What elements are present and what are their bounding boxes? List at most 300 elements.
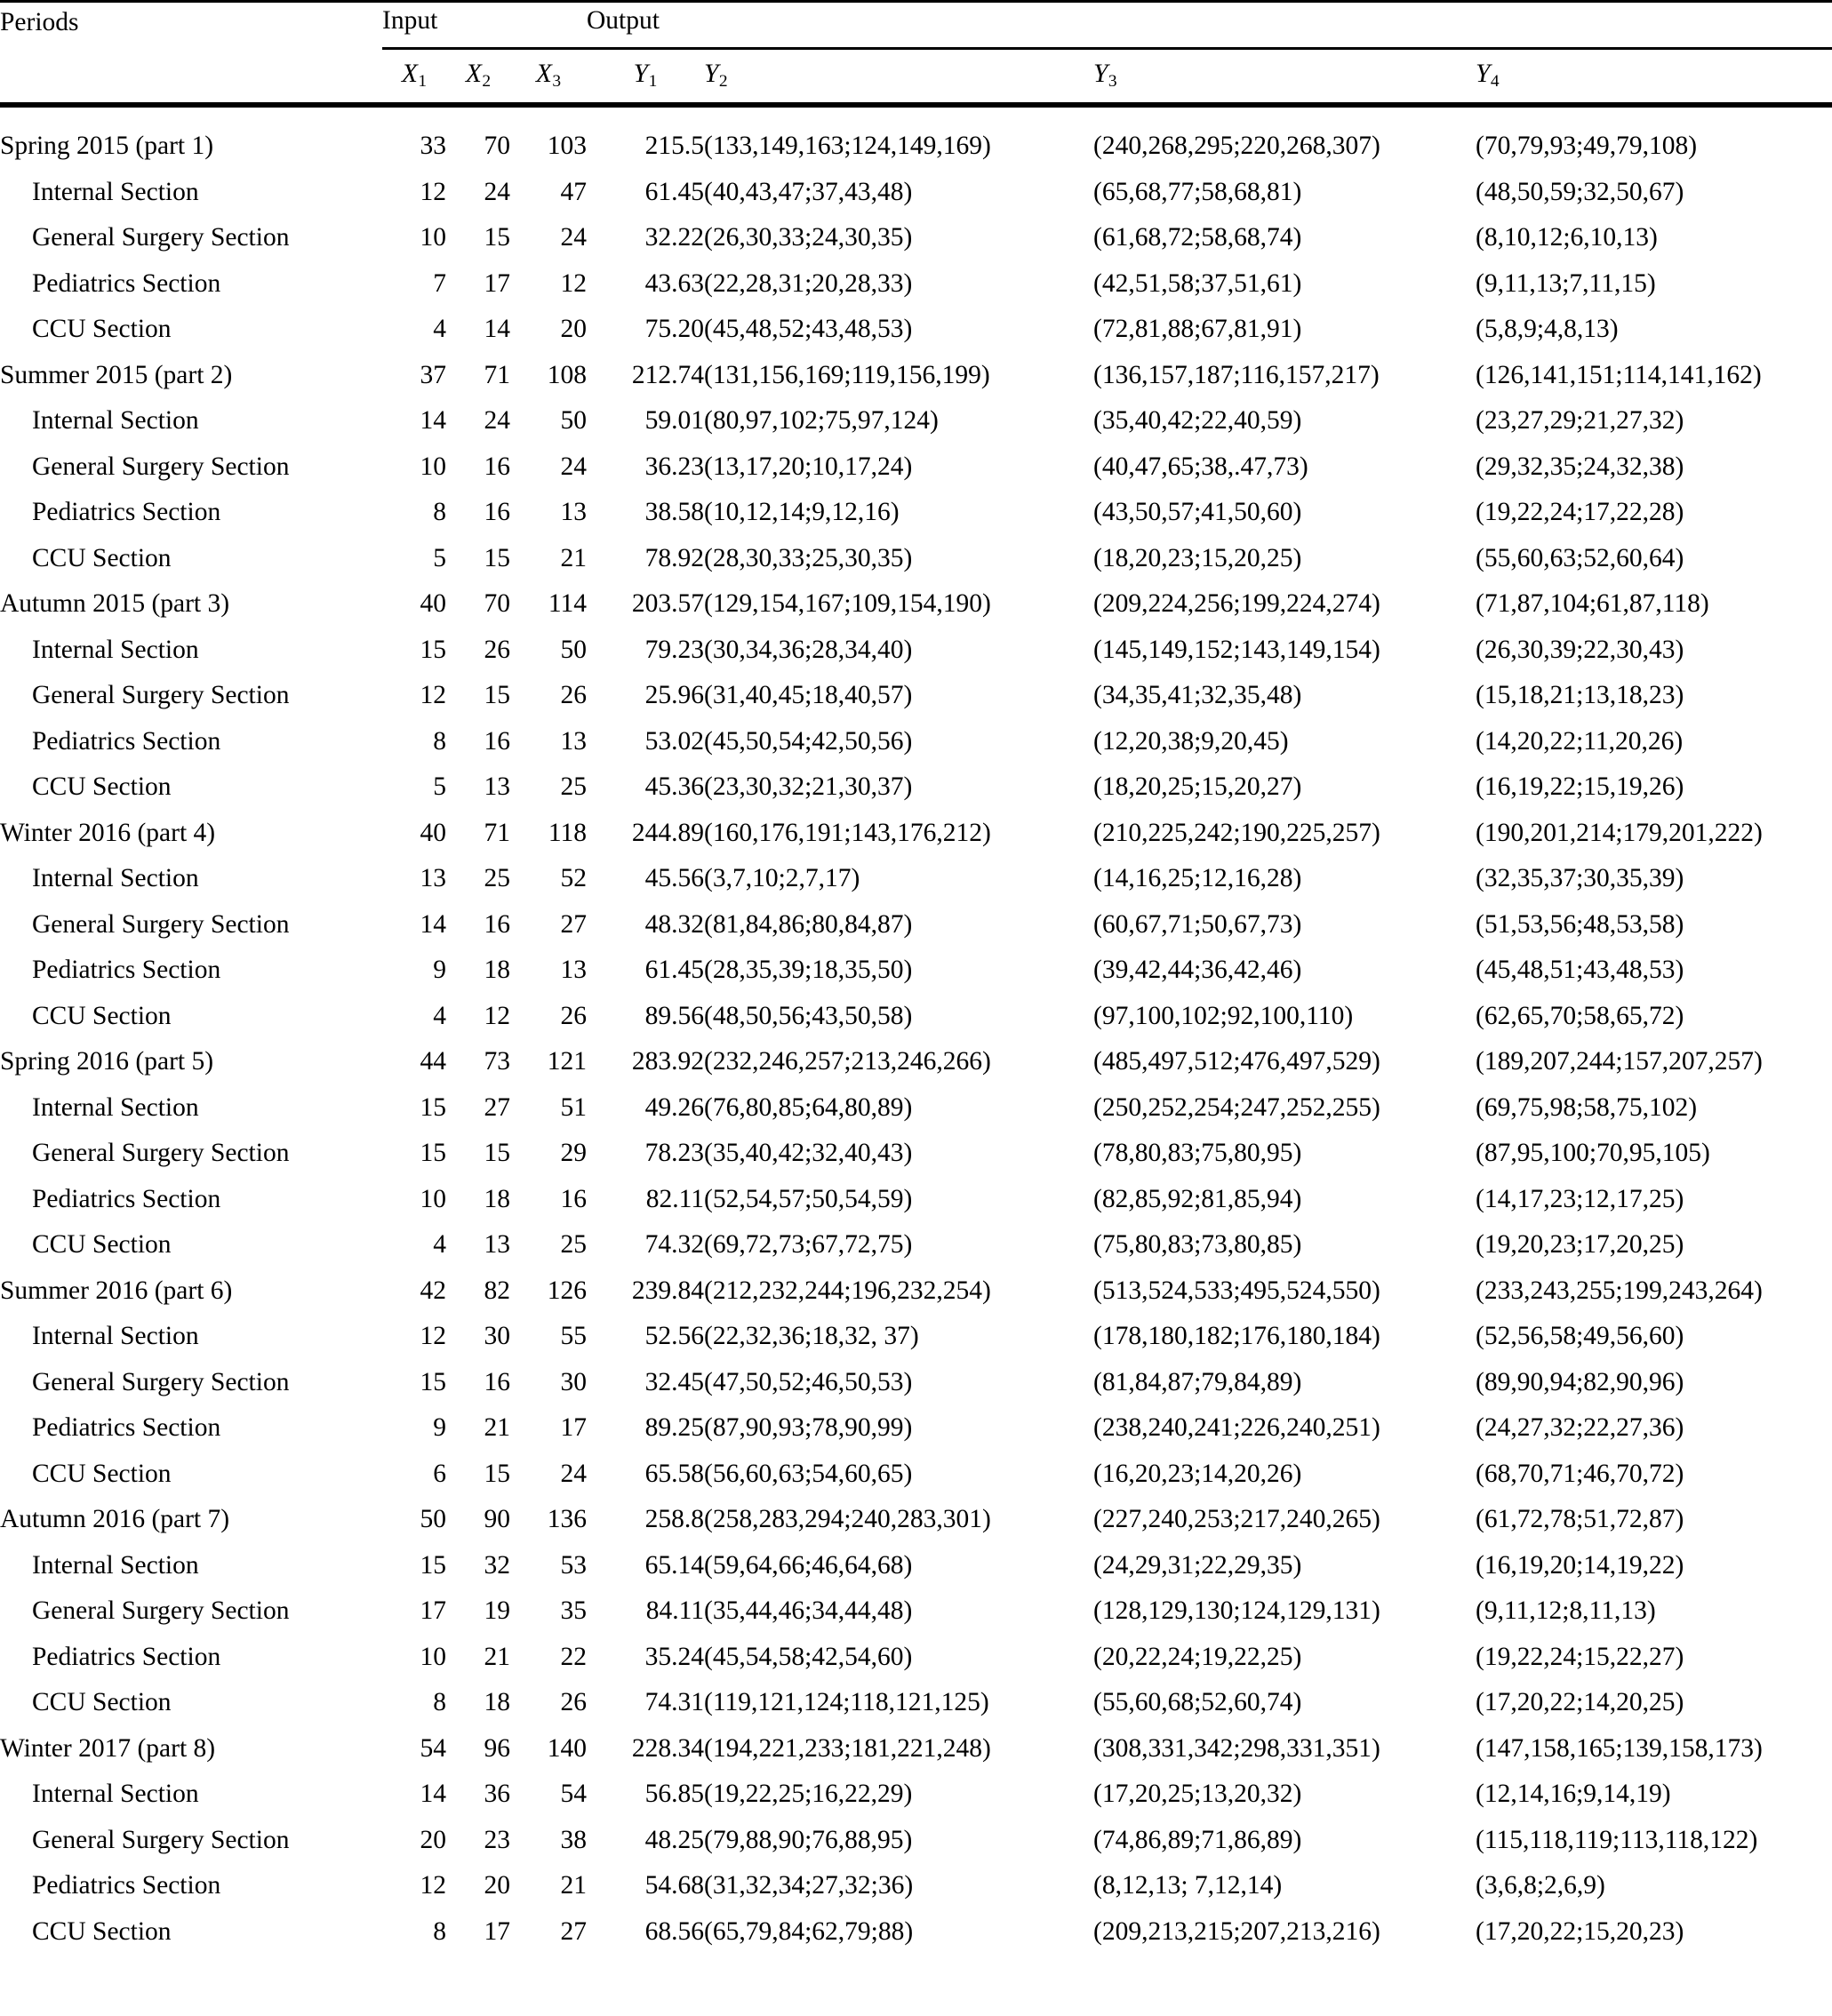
cell-y2: (45,54,58;42,54,60) (704, 1642, 913, 1671)
cell-y4: (89,90,94;82,90,96) (1476, 1367, 1684, 1396)
header-output: Output (587, 3, 1832, 48)
cell-x1: 8 (433, 1688, 446, 1717)
cell-x1: 40 (420, 589, 446, 619)
cell-x1: 10 (420, 452, 446, 481)
cell-y2: (129,154,167;109,154,190) (704, 589, 991, 619)
table-row (0, 1497, 1832, 1543)
cell-x3: 35 (560, 1596, 587, 1626)
cell-y4: (126,141,151;114,141,162) (1476, 360, 1762, 389)
cell-y4: (68,70,71;46,70,72) (1476, 1459, 1684, 1488)
table-body (0, 124, 1832, 1955)
cell-y4: (23,27,29;21,27,32) (1476, 406, 1684, 436)
cell-y1: 35.24 (644, 1642, 704, 1671)
table-row (0, 353, 1832, 399)
cell-y4: (32,35,37;30,35,39) (1476, 864, 1684, 893)
section-label: CCU Section (32, 772, 172, 802)
period-label: Summer 2015 (part 2) (0, 360, 233, 389)
period-label: Winter 2016 (part 4) (0, 818, 216, 847)
cell-x2: 15 (484, 1139, 510, 1168)
cell-x3: 12 (560, 268, 587, 298)
sub-header-y2: $Y_2$ (704, 59, 728, 91)
table-head (0, 2, 1832, 124)
cell-y2: (23,30,32;21,30,37) (704, 772, 913, 802)
section-label: CCU Section (32, 1459, 172, 1488)
cell-y1: 49.26 (644, 1092, 704, 1122)
cell-x3: 118 (548, 818, 587, 847)
period-label: Summer 2016 (part 6) (0, 1276, 233, 1305)
cell-x3: 24 (560, 452, 587, 481)
cell-x1: 7 (433, 268, 446, 298)
cell-x3: 136 (547, 1505, 587, 1534)
table-row (0, 444, 1832, 491)
cell-x2: 73 (484, 1047, 510, 1076)
section-label: Pediatrics Section (32, 726, 221, 756)
table-row (0, 1772, 1832, 1818)
period-label: Autumn 2016 (part 7) (0, 1505, 230, 1534)
cell-y3: (18,20,25;15,20,27) (1093, 772, 1302, 802)
cell-y2: (212,232,244;196,232,254) (704, 1276, 991, 1305)
cell-y4: (16,19,20;14,19,22) (1476, 1550, 1684, 1580)
cell-x3: 126 (547, 1276, 587, 1305)
table-row (0, 811, 1832, 857)
cell-y3: (513,524,533;495,524,550) (1093, 1276, 1380, 1305)
cell-x1: 8 (433, 498, 446, 527)
cell-x3: 53 (560, 1550, 587, 1580)
section-label: CCU Section (32, 1001, 172, 1030)
cell-x3: 140 (547, 1733, 587, 1763)
cell-y1: 53.02 (644, 726, 704, 756)
cell-x1: 12 (420, 1322, 446, 1351)
cell-y4: (55,60,63;52,60,64) (1476, 543, 1684, 572)
table-row (0, 628, 1832, 674)
cell-x1: 10 (420, 1642, 446, 1671)
cell-y4: (87,95,100;70,95,105) (1476, 1139, 1710, 1168)
table-row (0, 1131, 1832, 1177)
cell-x1: 5 (433, 543, 446, 572)
cell-y3: (308,331,342;298,331,351) (1093, 1733, 1380, 1763)
cell-y1: 56.85 (644, 1780, 704, 1809)
cell-x2: 16 (484, 726, 510, 756)
cell-y2: (81,84,86;80,84,87) (704, 909, 913, 939)
section-label: General Surgery Section (32, 1139, 290, 1168)
cell-y2: (52,54,57;50,54,59) (704, 1184, 913, 1213)
cell-x3: 13 (560, 726, 587, 756)
cell-y4: (14,20,22;11,20,26) (1476, 726, 1684, 756)
cell-x2: 18 (484, 1184, 510, 1213)
cell-y4: (24,27,32;22,27,36) (1476, 1413, 1684, 1443)
table-row (0, 1452, 1832, 1498)
cell-x1: 15 (420, 1139, 446, 1168)
cell-y1: 43.63 (644, 268, 704, 298)
section-label: General Surgery Section (32, 452, 290, 481)
period-label: Winter 2017 (part 8) (0, 1733, 216, 1763)
cell-y2: (87,90,93;78,90,99) (704, 1413, 913, 1443)
table-row (0, 124, 1832, 170)
table-row (0, 764, 1832, 811)
cell-x2: 15 (484, 223, 510, 252)
cell-y3: (78,80,83;75,80,95) (1093, 1139, 1302, 1168)
table-row (0, 1863, 1832, 1909)
cell-y3: (136,157,187;116,157,217) (1093, 360, 1380, 389)
cell-x2: 90 (484, 1505, 510, 1534)
cell-y3: (24,29,31;22,29,35) (1093, 1550, 1302, 1580)
table-row (0, 1680, 1832, 1726)
cell-x1: 44 (420, 1047, 446, 1076)
cell-x1: 15 (420, 635, 446, 664)
section-label: General Surgery Section (32, 909, 290, 939)
cell-x3: 29 (560, 1139, 587, 1168)
table-row (0, 902, 1832, 948)
cell-y3: (238,240,241;226,240,251) (1093, 1413, 1380, 1443)
cell-y3: (240,268,295;220,268,307) (1093, 132, 1380, 161)
cell-y3: (81,84,87;79,84,89) (1093, 1367, 1302, 1396)
cell-x3: 108 (547, 360, 587, 389)
cell-y1: 61.45 (644, 177, 704, 206)
table-row (0, 1039, 1832, 1085)
section-label: Pediatrics Section (32, 1642, 221, 1671)
cell-x3: 50 (560, 635, 587, 664)
sub-header-y3: $Y_3$ (1093, 59, 1117, 91)
cell-x3: 13 (560, 956, 587, 985)
cell-y2: (28,35,39;18,35,50) (704, 956, 913, 985)
section-label: General Surgery Section (32, 223, 290, 252)
cell-y4: (19,22,24;17,22,28) (1476, 498, 1684, 527)
cell-y2: (160,176,191;143,176,212) (704, 818, 991, 847)
sub-header-periods-blank (0, 48, 382, 105)
cell-x1: 50 (420, 1505, 446, 1534)
cell-x3: 114 (548, 589, 587, 619)
cell-x2: 27 (484, 1092, 510, 1122)
cell-y4: (62,65,70;58,65,72) (1476, 1001, 1684, 1030)
cell-y3: (178,180,182;176,180,184) (1093, 1322, 1380, 1351)
header-spacer (0, 108, 1832, 124)
cell-y1: 215.5 (644, 132, 704, 161)
table-row (0, 170, 1832, 216)
cell-y2: (31,40,45;18,40,57) (704, 681, 913, 710)
cell-y2: (48,50,56;43,50,58) (704, 1001, 913, 1030)
table-row (0, 1818, 1832, 1864)
table-row (0, 261, 1832, 308)
cell-y1: 258.8 (644, 1505, 704, 1534)
cell-y2: (22,28,31;20,28,33) (704, 268, 913, 298)
cell-y3: (8,12,13; 7,12,14) (1093, 1871, 1283, 1900)
cell-x2: 23 (484, 1825, 510, 1854)
cell-y4: (48,50,59;32,50,67) (1476, 177, 1684, 206)
section-label: CCU Section (32, 1916, 172, 1946)
cell-y3: (75,80,83;73,80,85) (1093, 1230, 1302, 1260)
cell-x2: 32 (484, 1550, 510, 1580)
cell-x2: 15 (484, 681, 510, 710)
cell-x3: 20 (560, 315, 587, 344)
cell-y1: 228.34 (631, 1733, 704, 1763)
cell-x3: 24 (560, 223, 587, 252)
cell-x2: 16 (484, 1367, 510, 1396)
table-row (0, 1268, 1832, 1315)
cell-y4: (26,30,39;22,30,43) (1476, 635, 1684, 664)
cell-y2: (26,30,33;24,30,35) (704, 223, 913, 252)
cell-x1: 6 (433, 1459, 446, 1488)
cell-x1: 4 (433, 1001, 446, 1030)
cell-x3: 27 (560, 1916, 587, 1946)
cell-y2: (28,30,33;25,30,35) (704, 543, 913, 572)
cell-y3: (485,497,512;476,497,529) (1093, 1047, 1380, 1076)
cell-x2: 70 (484, 589, 510, 619)
cell-y4: (8,10,12;6,10,13) (1476, 223, 1658, 252)
cell-y3: (227,240,253;217,240,265) (1093, 1505, 1380, 1534)
header-input: Input (382, 3, 587, 48)
cell-y1: 239.84 (631, 1276, 704, 1305)
cell-y3: (18,20,23;15,20,25) (1093, 543, 1302, 572)
section-label: Internal Section (32, 177, 199, 206)
cell-y4: (70,79,93;49,79,108) (1476, 132, 1698, 161)
cell-y1: 74.31 (644, 1688, 704, 1717)
cell-y2: (45,50,54;42,50,56) (704, 726, 913, 756)
section-label: Pediatrics Section (32, 498, 221, 527)
table-row (0, 581, 1832, 628)
cell-y3: (61,68,72;58,68,74) (1093, 223, 1302, 252)
cell-x3: 55 (560, 1322, 587, 1351)
cell-y2: (30,34,36;28,34,40) (704, 635, 913, 664)
cell-x2: 15 (484, 1459, 510, 1488)
group-header-row (0, 3, 1832, 48)
cell-x3: 26 (560, 1001, 587, 1030)
table-row (0, 856, 1832, 902)
section-label: CCU Section (32, 1688, 172, 1717)
cell-y3: (209,213,215;207,213,216) (1093, 1916, 1380, 1946)
cell-x2: 24 (484, 406, 510, 436)
section-label: General Surgery Section (32, 681, 290, 710)
cell-y1: 74.32 (644, 1230, 704, 1260)
section-label: General Surgery Section (32, 1596, 290, 1626)
cell-y2: (80,97,102;75,97,124) (704, 406, 939, 436)
cell-x2: 18 (484, 1688, 510, 1717)
cell-x2: 71 (484, 360, 510, 389)
cell-y1: 32.45 (644, 1367, 704, 1396)
table-row (0, 398, 1832, 444)
cell-x1: 33 (420, 132, 446, 161)
cell-y3: (60,67,71;50,67,73) (1093, 909, 1302, 939)
cell-x2: 13 (484, 1230, 510, 1260)
section-label: Pediatrics Section (32, 1184, 221, 1213)
cell-y4: (16,19,22;15,19,26) (1476, 772, 1684, 802)
cell-y4: (52,56,58;49,56,60) (1476, 1322, 1684, 1351)
cell-y2: (133,149,163;124,149,169) (704, 132, 991, 161)
cell-x1: 42 (420, 1276, 446, 1305)
cell-x1: 15 (420, 1092, 446, 1122)
section-label: Internal Section (32, 1550, 199, 1580)
cell-x3: 103 (547, 132, 587, 161)
cell-x2: 26 (484, 635, 510, 664)
table-row (0, 1588, 1832, 1635)
table-row (0, 1360, 1832, 1406)
cell-y3: (210,225,242;190,225,257) (1093, 818, 1380, 847)
cell-y4: (19,20,23;17,20,25) (1476, 1230, 1684, 1260)
cell-y1: 89.56 (644, 1001, 704, 1030)
table-row (0, 719, 1832, 765)
cell-y4: (69,75,98;58,75,102) (1476, 1092, 1698, 1122)
cell-y3: (40,47,65;38,.47,73) (1093, 452, 1308, 481)
cell-y3: (14,16,25;12,16,28) (1093, 864, 1302, 893)
cell-y3: (74,86,89;71,86,89) (1093, 1825, 1302, 1854)
section-label: Internal Section (32, 864, 199, 893)
cell-x1: 37 (420, 360, 446, 389)
cell-y4: (17,20,22;15,20,23) (1476, 1916, 1684, 1946)
cell-x2: 24 (484, 177, 510, 206)
cell-x1: 17 (420, 1596, 446, 1626)
cell-y4: (233,243,255;199,243,264) (1476, 1276, 1763, 1305)
cell-x3: 22 (560, 1642, 587, 1671)
cell-y1: 78.23 (644, 1139, 704, 1168)
cell-x3: 13 (560, 498, 587, 527)
cell-y2: (3,7,10;2,7,17) (704, 864, 860, 893)
cell-y3: (72,81,88;67,81,91) (1093, 315, 1302, 344)
cell-y2: (131,156,169;119,156,199) (704, 360, 990, 389)
cell-y4: (147,158,165;139,158,173) (1476, 1733, 1763, 1763)
cell-y3: (145,149,152;143,149,154) (1093, 635, 1380, 664)
cell-y4: (3,6,8;2,6,9) (1476, 1871, 1605, 1900)
cell-y3: (20,22,24;19,22,25) (1093, 1642, 1302, 1671)
table-row (0, 1085, 1832, 1132)
cell-x2: 36 (484, 1780, 510, 1809)
cell-y1: 52.56 (644, 1322, 704, 1351)
cell-x2: 19 (484, 1596, 510, 1626)
sub-header-row (0, 48, 1832, 105)
cell-x3: 121 (547, 1047, 587, 1076)
cell-y1: 61.45 (644, 956, 704, 985)
cell-y1: 84.11 (645, 1596, 704, 1626)
cell-y1: 68.56 (644, 1916, 704, 1946)
table-row (0, 994, 1832, 1040)
table-row (0, 1909, 1832, 1956)
cell-y1: 54.68 (644, 1871, 704, 1900)
table-row (0, 307, 1832, 353)
section-label: CCU Section (32, 1230, 172, 1260)
cell-y4: (51,53,56;48,53,58) (1476, 909, 1684, 939)
section-label: Internal Section (32, 635, 199, 664)
table-row (0, 490, 1832, 536)
section-label: CCU Section (32, 315, 172, 344)
cell-y2: (65,79,84;62,79;88) (704, 1916, 914, 1946)
cell-y2: (45,48,52;43,48,53) (704, 315, 913, 344)
section-label: Internal Section (32, 1322, 199, 1351)
cell-y3: (16,20,23;14,20,26) (1093, 1459, 1302, 1488)
table-row (0, 948, 1832, 994)
section-label: Pediatrics Section (32, 1413, 221, 1443)
cell-x1: 14 (420, 406, 446, 436)
cell-x2: 18 (484, 956, 510, 985)
table-row (0, 673, 1832, 719)
cell-y1: 25.96 (644, 681, 704, 710)
cell-y3: (97,100,102;92,100,110) (1093, 1001, 1354, 1030)
cell-x1: 10 (420, 1184, 446, 1213)
cell-y2: (76,80,85;64,80,89) (704, 1092, 913, 1122)
cell-y3: (17,20,25;13,20,32) (1093, 1780, 1302, 1809)
cell-x3: 25 (560, 1230, 587, 1260)
cell-x3: 27 (560, 909, 587, 939)
cell-x2: 13 (484, 772, 510, 802)
sub-header-y4: $Y_4$ (1476, 59, 1500, 91)
cell-y4: (15,18,21;13,18,23) (1476, 681, 1684, 710)
cell-y2: (10,12,14;9,12,16) (704, 498, 900, 527)
sub-header-y1: $Y_1$ (633, 59, 658, 91)
table-row (0, 1635, 1832, 1681)
cell-x2: 16 (484, 498, 510, 527)
section-label: General Surgery Section (32, 1825, 290, 1854)
cell-y1: 48.25 (644, 1825, 704, 1854)
table-row (0, 1405, 1832, 1452)
period-label: Spring 2016 (part 5) (0, 1047, 214, 1076)
table-row (0, 1177, 1832, 1223)
cell-y1: 59.01 (644, 406, 704, 436)
cell-x2: 21 (484, 1413, 510, 1443)
cell-y4: (45,48,51;43,48,53) (1476, 956, 1684, 985)
cell-x2: 96 (484, 1733, 510, 1763)
cell-y4: (115,118,119;113,118,122) (1476, 1825, 1758, 1854)
section-label: Internal Section (32, 406, 199, 436)
cell-y2: (47,50,52;46,50,53) (704, 1367, 913, 1396)
cell-x2: 20 (484, 1871, 510, 1900)
cell-y2: (22,32,36;18,32, 37) (704, 1322, 919, 1351)
cell-x3: 54 (560, 1780, 587, 1809)
cell-y3: (43,50,57;41,50,60) (1093, 498, 1302, 527)
cell-x1: 12 (420, 1871, 446, 1900)
cell-x3: 26 (560, 681, 587, 710)
cell-x2: 15 (484, 543, 510, 572)
cell-x1: 4 (433, 1230, 446, 1260)
cell-y2: (258,283,294;240,283,301) (704, 1505, 991, 1534)
cell-y3: (35,40,42;22,40,59) (1093, 406, 1302, 436)
cell-x2: 30 (484, 1322, 510, 1351)
section-label: Pediatrics Section (32, 1871, 221, 1900)
cell-y4: (61,72,78;51,72,87) (1476, 1505, 1684, 1534)
cell-y1: 38.58 (644, 498, 704, 527)
period-label: Autumn 2015 (part 3) (0, 589, 230, 619)
cell-y2: (59,64,66;46,64,68) (704, 1550, 913, 1580)
cell-x2: 16 (484, 909, 510, 939)
cell-x3: 16 (560, 1184, 587, 1213)
cell-y4: (190,201,214;179,201,222) (1476, 818, 1763, 847)
cell-y2: (19,22,25;16,22,29) (704, 1780, 913, 1809)
cell-x1: 12 (420, 177, 446, 206)
table-row (0, 1543, 1832, 1589)
cell-y2: (31,32,34;27,32;36) (704, 1871, 914, 1900)
cell-x3: 17 (560, 1413, 587, 1443)
cell-y1: 82.11 (645, 1184, 704, 1213)
cell-y3: (55,60,68;52,60,74) (1093, 1688, 1302, 1717)
cell-x1: 20 (420, 1825, 446, 1854)
cell-x1: 8 (433, 1916, 446, 1946)
cell-y2: (13,17,20;10,17,24) (704, 452, 913, 481)
cell-x1: 8 (433, 726, 446, 756)
period-label: Spring 2015 (part 1) (0, 132, 214, 161)
cell-y1: 32.22 (644, 223, 704, 252)
cell-x3: 38 (560, 1825, 587, 1854)
cell-y2: (69,72,73;67,72,75) (704, 1230, 913, 1260)
section-label: General Surgery Section (32, 1367, 290, 1396)
cell-y4: (14,17,23;12,17,25) (1476, 1184, 1684, 1213)
cell-x3: 26 (560, 1688, 587, 1717)
cell-y3: (39,42,44;36,42,46) (1093, 956, 1302, 985)
cell-y4: (9,11,13;7,11,15) (1476, 268, 1656, 298)
sub-header-x3: $X_3$ (535, 59, 562, 91)
cell-x1: 15 (420, 1550, 446, 1580)
sub-header-x1: $X_1$ (401, 59, 428, 91)
cell-y1: 89.25 (644, 1413, 704, 1443)
table-row (0, 215, 1832, 261)
cell-x1: 9 (433, 956, 446, 985)
cell-x1: 5 (433, 772, 446, 802)
cell-x3: 21 (560, 543, 587, 572)
